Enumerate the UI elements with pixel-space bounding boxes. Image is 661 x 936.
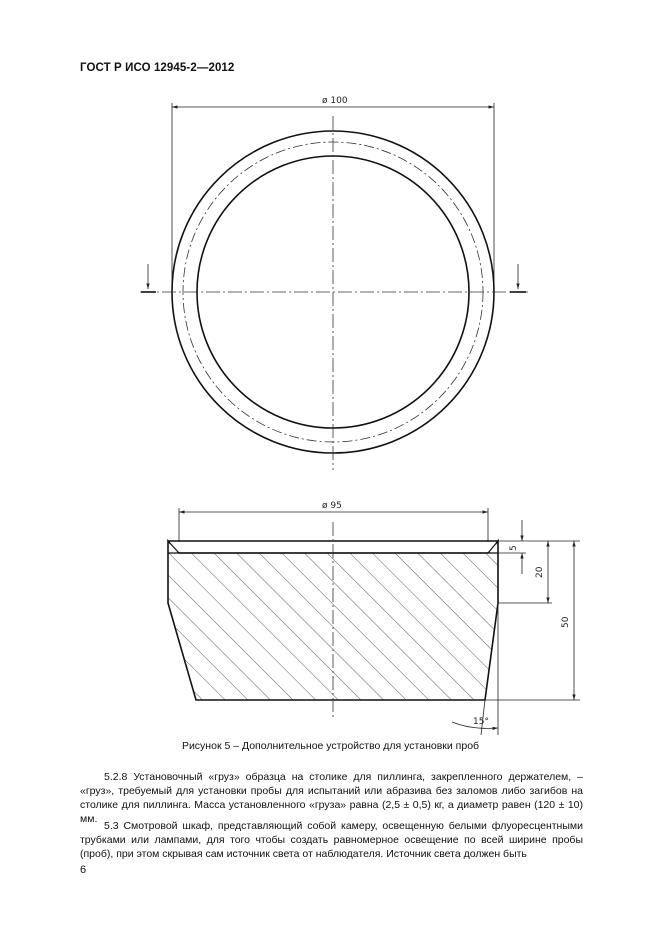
figure-caption: Рисунок 5 – Дополнительное устройство для установки проб: [181, 740, 480, 752]
paragraph-5-2-8: [80, 770, 583, 826]
top-diameter-label: ø 100: [322, 96, 348, 106]
paragraph-5-3-text: 5.3 Смотровой шкаф, представляющий собой камеру, освещенную белыми флуоресцентными трубками или лампами, для того чтобы создать равномерное освещение по всей ширине пробы (проб), при этом скрывая сам источник света от наблюдателя. Источник света должен быть: [80, 820, 583, 860]
top-view: [140, 96, 530, 470]
angle-label: 15°: [473, 717, 489, 727]
dim-5-label: 5: [509, 545, 519, 551]
document-header: ГОСТ Р ИСО 12945-2—2012: [80, 62, 235, 74]
side-diameter-label: ø 95: [322, 501, 342, 511]
paragraph-5-2-8-text: 5.2.8 Установочный «груз» образца на столике для пиллинга, закрепленного держателем, – «груз», требуемый для установки пробы для испытаний или абразива без заломов либо загибов на столике для пиллинга. Масса установленного «груза» равна (2,5 ± 0,5) кг, а диаметр равен (120 ± 10) мм.: [80, 771, 583, 825]
dim-50-label: 50: [561, 616, 571, 628]
paragraph-5-3: [80, 819, 583, 861]
page-number: 6: [80, 864, 87, 876]
dim-20-label: 20: [535, 566, 545, 578]
side-view: [168, 501, 580, 735]
